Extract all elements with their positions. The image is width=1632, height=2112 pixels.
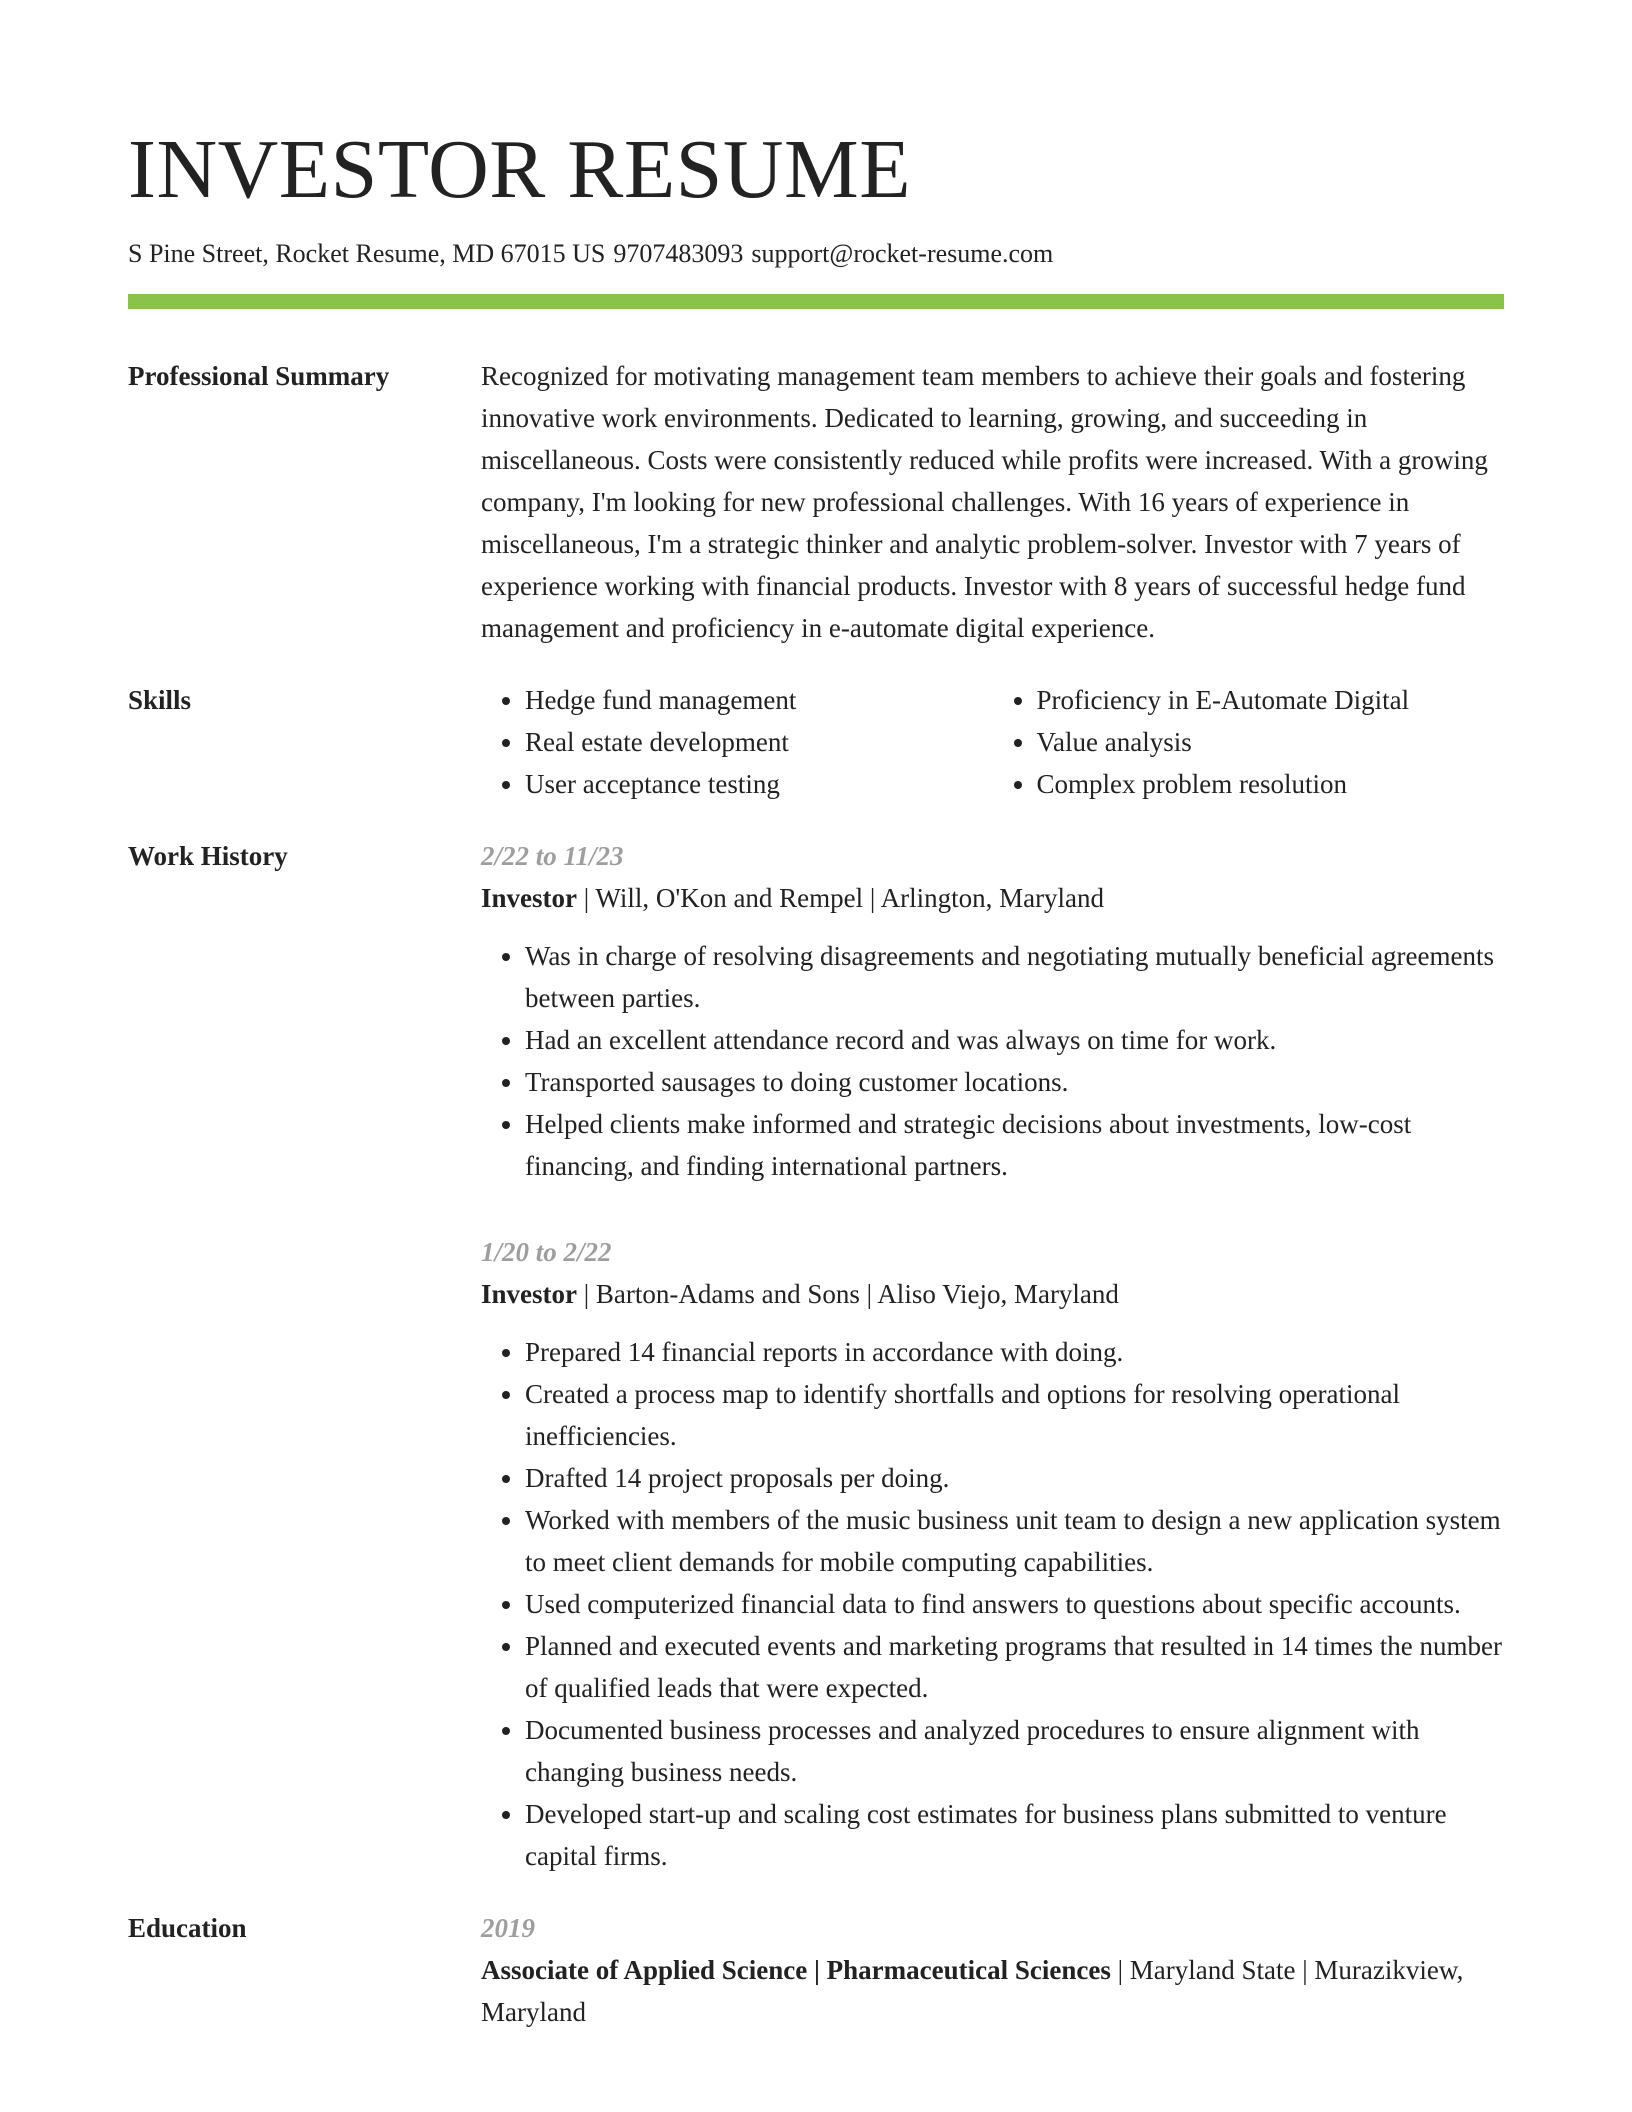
job-heading: [481, 877, 1504, 919]
summary-section: [128, 355, 1504, 649]
job-bullet: • Worked with members of the music business unit team to design a new application system to meet client demands for mobile computing capabilities.: [525, 1499, 1504, 1583]
contact-address: S Pine Street, Rocket Resume, MD 67015 US: [128, 239, 606, 268]
separator: |: [577, 883, 596, 913]
education-body: [481, 1907, 1504, 2033]
job-dates: 2/22 to 11/23: [481, 841, 624, 871]
skills-list-right: [993, 679, 1505, 805]
job-bullet: • Had an excellent attendance record and was always on time for work.: [525, 1019, 1504, 1061]
summary-label: Professional Summary: [128, 361, 390, 391]
job-bullet: • Documented business processes and analyzed procedures to ensure alignment with changing business needs.: [525, 1709, 1504, 1793]
separator: |: [577, 1279, 596, 1309]
job-bullet: • Was in charge of resolving disagreements and negotiating mutually beneficial agreements between parties.: [525, 935, 1504, 1019]
job-bullets: [481, 1331, 1504, 1877]
job-dates: 1/20 to 2/22: [481, 1237, 612, 1267]
job-entry: [481, 1231, 1504, 1877]
contact-phone: 9707483093: [613, 239, 744, 268]
work-section: [128, 835, 1504, 1877]
education-heading: [481, 1949, 1504, 2033]
skill-item: • User acceptance testing: [525, 763, 993, 805]
job-bullet: • Transported sausages to doing customer locations.: [525, 1061, 1504, 1103]
job-heading: [481, 1273, 1504, 1315]
job-bullet: • Helped clients make informed and strategic decisions about investments, low-cost financing, and finding international partners.: [525, 1103, 1504, 1187]
skills-label: Skills: [128, 685, 192, 715]
job-bullet: • Developed start-up and scaling cost estimates for business plans submitted to venture capital firms.: [525, 1793, 1504, 1877]
job-company: Will, O'Kon and Rempel: [595, 883, 864, 913]
job-location: Aliso Viejo, Maryland: [877, 1279, 1119, 1309]
education-school: Maryland State: [1129, 1955, 1296, 1985]
education-location: Murazikview, Maryland: [481, 1955, 1464, 2027]
skill-item: • Complex problem resolution: [1037, 763, 1505, 805]
job-bullet: • Drafted 14 project proposals per doing.: [525, 1457, 1504, 1499]
job-bullet: • Created a process map to identify shortfalls and options for resolving operational inefficiencies.: [525, 1373, 1504, 1457]
header-divider: [128, 294, 1504, 309]
job-company: Barton-Adams and Sons: [595, 1279, 860, 1309]
work-label: Work History: [128, 841, 288, 871]
separator: |: [859, 1279, 878, 1309]
job-title: Investor: [481, 1279, 577, 1309]
job-entry: [481, 835, 1504, 1187]
education-section: [128, 1907, 1504, 2033]
skills-list-left: [481, 679, 993, 805]
summary-text: Recognized for motivating management team members to achieve their goals and fostering innovative work environments. Dedicated to learning, growing, and succeeding in miscellaneous. Costs were consistently reduced while profits were increased. With a growing company, I'm looking for new professional challenges. With 16 years of experience in miscellaneous, I'm a strategic thinker and analytic problem-solver. Investor with 7 years of experience working with financial products. Investor with 8 years of successful hedge fund management and proficiency in e-automate digital experience.: [481, 361, 1488, 643]
education-year: 2019: [481, 1913, 535, 1943]
work-body: [481, 835, 1504, 1877]
education-label: Education: [128, 1913, 247, 1943]
skill-item: • Hedge fund management: [525, 679, 993, 721]
contact-email: support@rocket-resume.com: [751, 239, 1054, 268]
job-title: Investor: [481, 883, 577, 913]
skills-section: [128, 679, 1504, 805]
skill-item: • Proficiency in E-Automate Digital: [1037, 679, 1505, 721]
job-bullet: • Used computerized financial data to find answers to questions about specific accounts.: [525, 1583, 1504, 1625]
job-bullet: • Planned and executed events and marketing programs that resulted in 14 times the number of qualified leads that were expected.: [525, 1625, 1504, 1709]
skill-item: • Real estate development: [525, 721, 993, 763]
skill-item: • Value analysis: [1037, 721, 1505, 763]
separator: |: [1295, 1955, 1315, 1985]
separator: |: [1110, 1955, 1130, 1985]
education-degree: Associate of Applied Science | Pharmaceutical Sciences: [481, 1955, 1111, 1985]
summary-body: [481, 355, 1504, 649]
job-bullets: [481, 935, 1504, 1187]
skills-body: [481, 679, 1504, 805]
separator: |: [863, 883, 881, 913]
job-bullet: • Prepared 14 financial reports in accordance with doing.: [525, 1331, 1504, 1373]
resume-title: INVESTOR RESUME: [128, 123, 912, 216]
job-location: Arlington, Maryland: [880, 883, 1105, 913]
contact-line: [128, 234, 1504, 274]
